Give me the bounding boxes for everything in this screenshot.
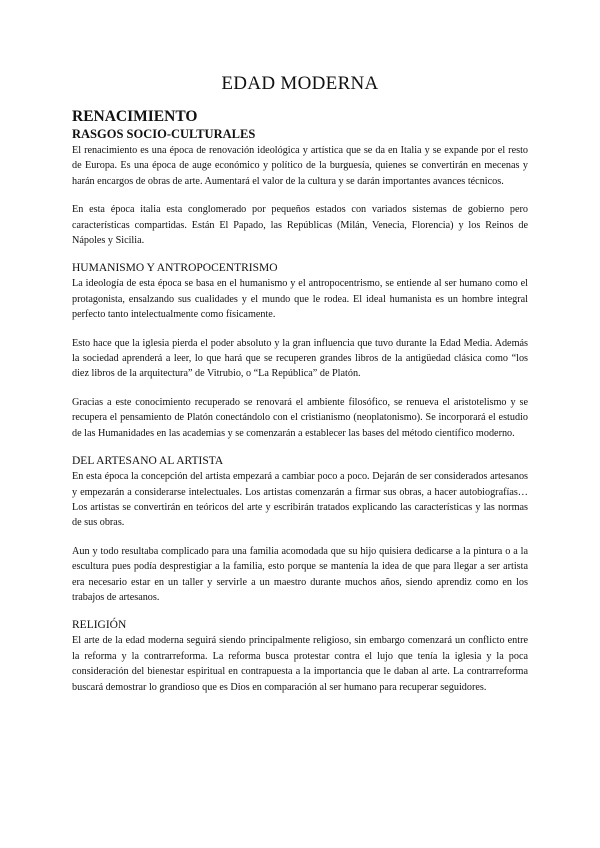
paragraph: Aun y todo resultaba complicado para una familia acomodada que su hijo quisiera dedicarse a la pintura o a la escultura pues podía desprestigiar a la familia, esto porque se mantenía la idea de que para llegar a ser artista era necesario estar en un taller y servirle a un maestro durante muchos años, siendo aprendiz como en los trabajos de artesanos.: [72, 545, 528, 603]
document-title: EDAD MODERNA: [221, 73, 379, 94]
paragraph: En esta época italia esta conglomerado por pequeños estados con variados sistemas de gobierno pero características compartidas. Están El Papado, las Repúblicas (Milán, Venecia, Florencia) y los Reinos de Nápoles y Sicilia.: [72, 204, 528, 247]
paragraph: El renacimiento es una época de renovación ideológica y artística que se da en Italia y se expande por el resto de Europa. Es una época de auge económico y político de la burguesía, quienes se convertirán en mecenas y harán encargos de obras de arte. Aumentará el valor de la cultura y se darán importantes avances técnicos.: [72, 145, 528, 187]
heading-renacimiento: RENACIMIENTO: [72, 108, 198, 125]
paragraph: En esta época la concepción del artista empezará a cambiar poco a poco. Dejarán de ser considerados artesanos y empezarán a considerarse intelectuales. Los artistas comenzarán a firmar sus obras, a hacer autobiografías… Los artistas se convertirán en teóricos del arte y escribirán tratados explicando las características y las normas de sus obras.: [72, 471, 528, 529]
paragraph: El arte de la edad moderna seguirá siendo principalmente religioso, sin embargo comenzará un conflicto entre la reforma y la contrarreforma. La reforma busca protestar contra el lujo que tenía la iglesia y la poca consideración del bienestar espiritual en contrapuesta a la importancia que le daban al arte. La contrarreforma buscará demostrar lo grandioso que es Dios en comparación al ser humano para recuperar seguidores.: [72, 635, 528, 693]
subheading-rasgos: RASGOS SOCIO-CULTURALES: [72, 127, 256, 141]
section-title-humanismo: HUMANISMO Y ANTROPOCENTRISMO: [72, 262, 278, 275]
document-body: [72, 108, 528, 695]
paragraph: Gracias a este conocimiento recuperado se renovará el ambiente filosófico, se renueva el aristotelismo y se recupera el pensamiento de Platón conectándolo con el cristianismo (neoplatonismo). Se incorporará el estudio de las Humanidades en las academias y se comenzarán a establecer las bases del método científico moderno.: [72, 396, 528, 439]
paragraph: La ideología de esta época se basa en el humanismo y el antropocentrismo, se entiende al ser humano como el protagonista, ensalzando sus cualidades y el mundo que le rodea. El ideal humanista es un hombre integral perfecto tanto intelectualmente como físicamente.: [72, 278, 528, 321]
section-title-artesano: DEL ARTESANO AL ARTISTA: [72, 455, 224, 468]
section-title-religion: RELIGIÓN: [72, 619, 127, 632]
paragraph: Esto hace que la iglesia pierda el poder absoluto y la gran influencia que tuvo durante la Edad Media. Además la sociedad aprenderá a leer, lo que hará que se recuperen grandes libros de la antigüedad clásica como “los diez libros de la arquitectura” de Vitrubio, o “La República” de Platón.: [72, 337, 528, 380]
